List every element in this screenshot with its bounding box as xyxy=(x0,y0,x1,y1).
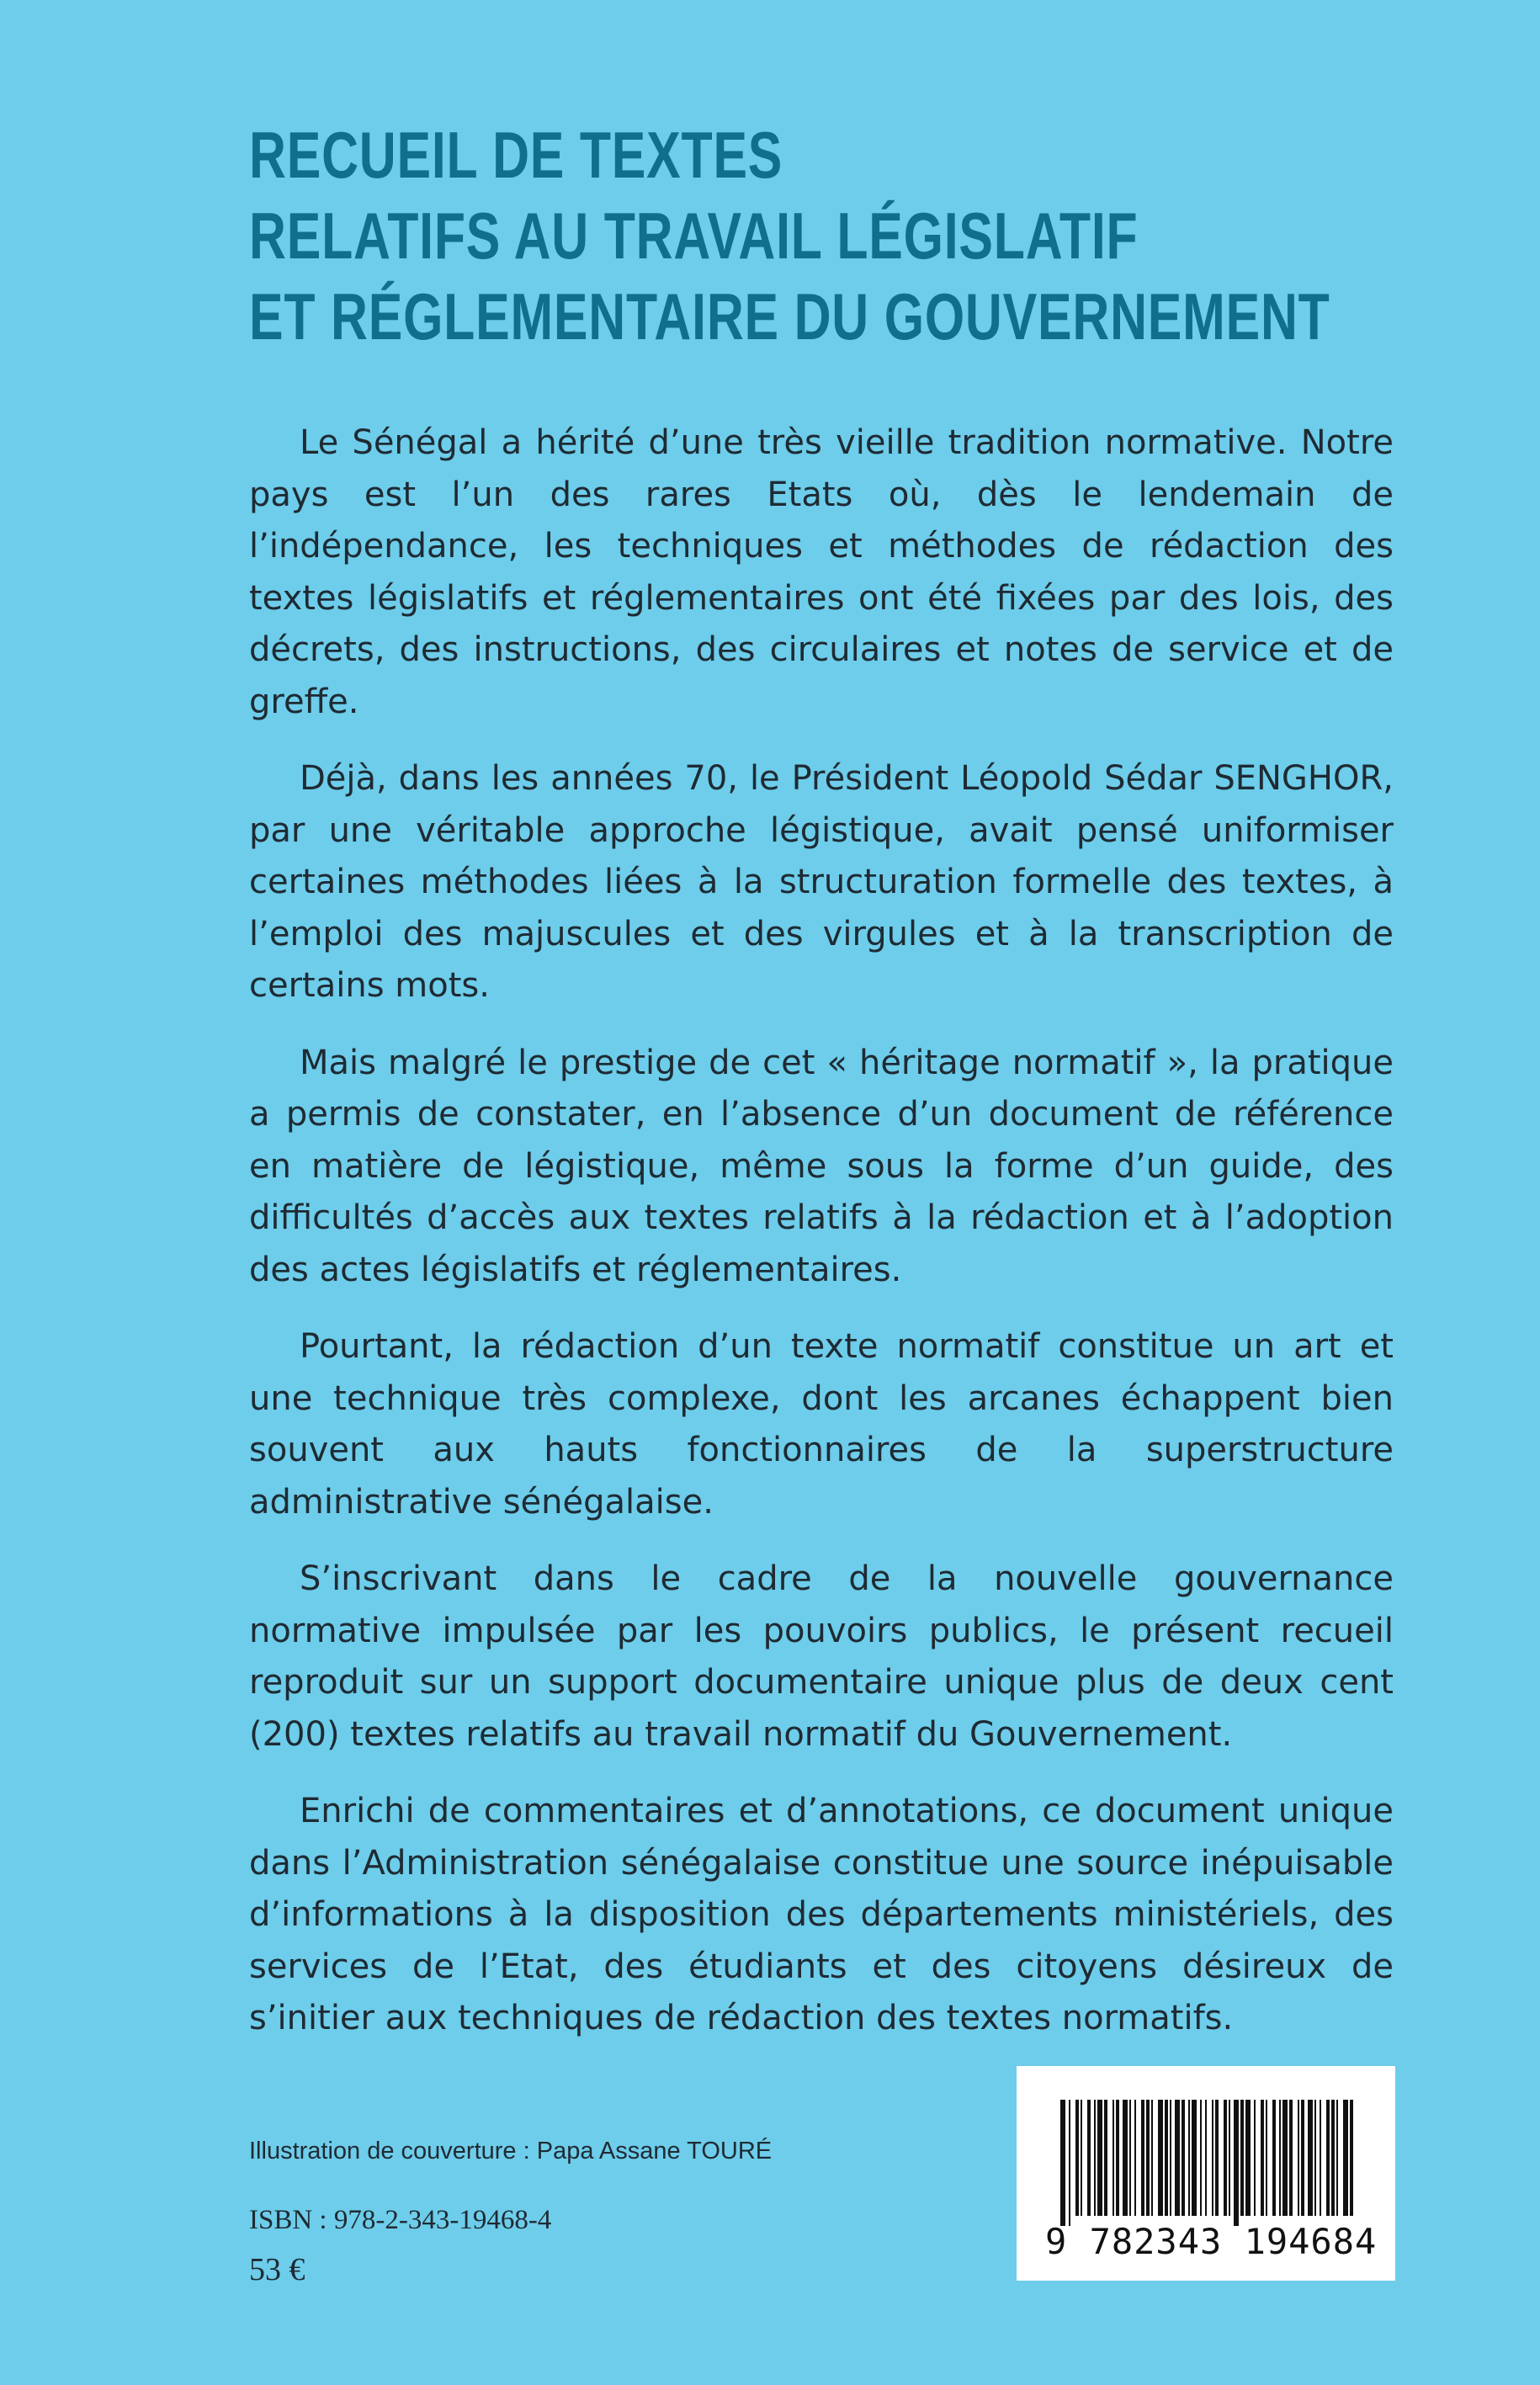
paragraph: Le Sénégal a hérité d’une très vieille tradition normative. Notre pays est l’un des rares Etats où, dès le lendemain de l’indépendance, les techniques et méthodes de rédaction des textes législatifs et réglementaires ont été fixées par des lois, des décrets, des instructions, des circulaires et notes de service et de greffe. xyxy=(249,423,1394,721)
barcode-bar xyxy=(1326,2100,1330,2216)
barcode-bar xyxy=(1060,2100,1065,2226)
barcode-bar xyxy=(1205,2100,1207,2216)
book-title xyxy=(249,114,1330,357)
barcode-bar xyxy=(1129,2100,1131,2216)
barcode-bar xyxy=(1224,2100,1227,2216)
title-line-2: RELATIFS AU TRAVAIL LÉGISLATIF xyxy=(249,199,1139,273)
barcode-bar xyxy=(1298,2100,1299,2216)
barcode-bar xyxy=(1254,2100,1256,2216)
barcode-bar xyxy=(1175,2100,1180,2216)
barcode-bar xyxy=(1192,2100,1197,2216)
barcode-bar xyxy=(1301,2100,1304,2216)
barcode-bar xyxy=(1069,2100,1070,2226)
cover-illustration-credit: Illustration de couverture : Papa Assane TOURÉ xyxy=(249,2138,773,2165)
barcode-bar xyxy=(1170,2100,1171,2216)
barcode-bar xyxy=(1240,2100,1244,2216)
barcode-bar xyxy=(1266,2100,1267,2216)
barcode-bar xyxy=(1282,2100,1288,2216)
barcode-bar xyxy=(1343,2100,1348,2216)
barcode-bar xyxy=(1229,2100,1230,2216)
back-cover-blurb xyxy=(249,417,1394,2070)
barcode-bar xyxy=(1182,2100,1185,2216)
barcode-bar xyxy=(1081,2100,1082,2216)
barcode-bar xyxy=(1289,2100,1293,2216)
barcode-bar xyxy=(1141,2100,1144,2216)
barcode-bar xyxy=(1104,2100,1107,2216)
title-line-1: RECUEIL DE TEXTES xyxy=(249,118,783,192)
barcode-bar xyxy=(1097,2100,1102,2216)
barcode-bar xyxy=(1134,2100,1136,2216)
barcode-bar xyxy=(1200,2100,1202,2216)
barcode-bar xyxy=(1123,2100,1128,2216)
paragraph: Déjà, dans les années 70, le Président Léopold Sédar SENGHOR, par une véritable approche légistique, avait pensé uniformiser certaines méthodes liées à la structuration formelle des textes, à l’emploi des majuscules et des virgules et à la transcription de certains mots. xyxy=(249,759,1394,1005)
barcode-bar xyxy=(1314,2100,1316,2216)
barcode-bar xyxy=(1094,2100,1096,2216)
barcode-bar xyxy=(1212,2100,1213,2216)
paragraph: Pourtant, la rédaction d’un texte normatif constitue un art et une technique très complexe, dont les arcanes échappent bien souvent aux hauts fonctionnaires de la superstructure administrative sénégalaise. xyxy=(249,1327,1394,1522)
barcode-bar xyxy=(1151,2100,1153,2216)
barcode-bar xyxy=(1188,2100,1190,2216)
paragraph: Enrichi de commentaires et d’annotations, ce document unique dans l’Administration sénégalaise constitue une source inépuisable d’informations à la disposition des départements ministériels, des services de l’Etat, des étudiants et des citoyens désireux de s’initier aux techniques de rédaction des textes normatifs. xyxy=(249,1792,1394,2037)
barcode-bar xyxy=(1215,2100,1219,2216)
paragraph: S’inscrivant dans le cadre de la nouvelle gouvernance normative impulsée par les pouvoirs publics, le présent recueil reproduit sur un support documentaire unique plus de deux cent (200) textes relatifs au travail normatif du Gouvernement. xyxy=(249,1559,1394,1754)
barcode-bar xyxy=(1113,2100,1114,2216)
barcode-bar xyxy=(1087,2100,1091,2216)
barcode-bar xyxy=(1234,2100,1239,2226)
barcode-bar xyxy=(1331,2100,1335,2216)
barcode-bar xyxy=(1116,2100,1119,2216)
barcode-bar xyxy=(1075,2100,1079,2216)
title-line-3: ET RÉGLEMENTAIRE DU GOUVERNEMENT xyxy=(249,279,1330,353)
barcode-bar xyxy=(1336,2100,1338,2216)
barcode-bar xyxy=(1261,2100,1264,2216)
barcode-bar xyxy=(1279,2100,1281,2216)
price: 53 € xyxy=(249,2252,305,2287)
barcode-bar xyxy=(1350,2100,1353,2216)
paragraph: Mais malgré le prestige de cet « héritage normatif », la pratique a permis de constater, en l’absence d’un document de référence en matière de légistique, même sous la forme d’un guide, des difficultés d’accès aux textes relatifs à la rédaction et à l’adoption des actes législatifs et réglementaires. xyxy=(249,1043,1394,1289)
barcode-bar xyxy=(1165,2100,1168,2216)
barcode-bar xyxy=(1320,2100,1321,2216)
barcode-bar xyxy=(1245,2100,1251,2216)
barcode-bar xyxy=(1308,2100,1313,2216)
barcode-bars xyxy=(1059,2100,1362,2226)
barcode-number: 9 782343 194684 xyxy=(1045,2221,1378,2262)
barcode-bar xyxy=(1272,2100,1276,2216)
barcode-bar xyxy=(1158,2100,1163,2216)
barcode xyxy=(1017,2066,1395,2281)
isbn: ISBN : 978-2-343-19468-4 xyxy=(249,2205,552,2235)
barcode-bar xyxy=(1146,2100,1150,2216)
